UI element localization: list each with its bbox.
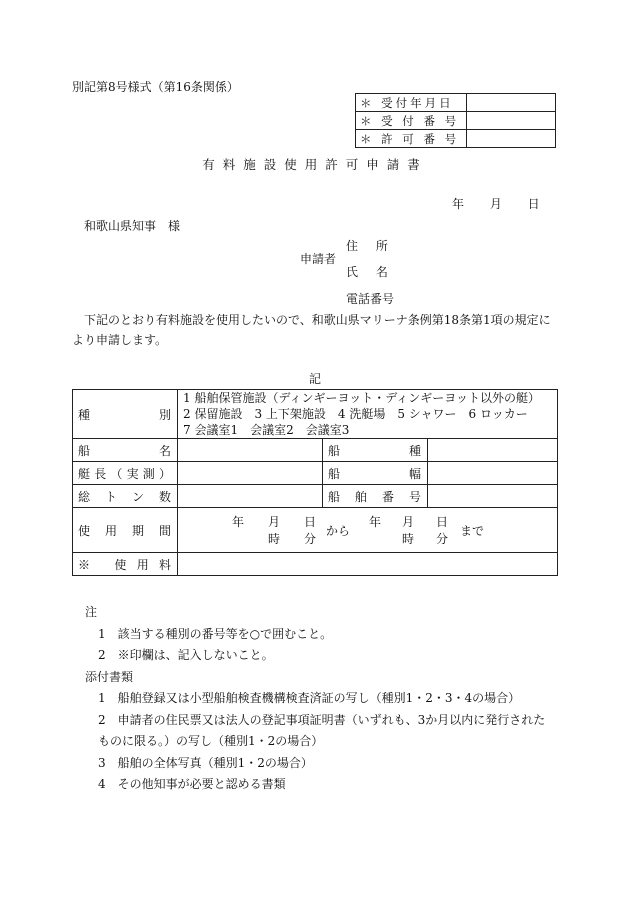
received-date-label: ＊ 受付年月日 <box>356 94 467 112</box>
application-table <box>72 389 558 576</box>
period-end-month: 月 <box>402 515 415 529</box>
form-number: 別記第8号様式（第16条関係） <box>72 80 239 94</box>
ship-name-label: 船名 <box>73 439 178 462</box>
attachments-heading: 添付書類 <box>85 669 134 684</box>
permit-number-field[interactable] <box>467 130 556 148</box>
period-from: から <box>326 524 351 538</box>
ship-name-field[interactable] <box>178 439 323 462</box>
period-until: まで <box>460 524 485 538</box>
note-item: 2 ※印欄は、記入しないこと。 <box>98 648 274 662</box>
received-number-field[interactable] <box>467 112 556 130</box>
kind-option-line: 1 船舶保管施設（ディンギーヨット・ディンギーヨット以外の艇） <box>183 391 541 405</box>
period-end-minute: 分 <box>436 532 449 546</box>
attachment-item: 2 申請者の住民票又は法人の登記事項証明書（いずれも、3か月以内に発行されたものに限る。）の写し（種別1・2の場合） <box>98 712 546 748</box>
period-start-day: 日 <box>304 515 317 529</box>
period-label: 使用期間 <box>73 508 178 553</box>
period-start-minute: 分 <box>304 532 317 546</box>
attachment-item: 4 その他知事が必要と認める書類 <box>98 777 286 791</box>
note-item: 1 該当する種別の番号等を○で囲むこと。 <box>98 626 333 641</box>
kind-options[interactable] <box>178 390 558 439</box>
addressee: 和歌山県知事 様 <box>84 219 181 233</box>
ship-type-field[interactable] <box>428 439 558 462</box>
period-end-day: 日 <box>436 515 449 529</box>
ship-number-field[interactable] <box>428 485 558 508</box>
length-label: 艇長（実測） <box>73 462 178 485</box>
period-start-year: 年 <box>232 515 245 529</box>
fee-label: ※ 使用料 <box>73 553 178 576</box>
applicant-address-label: 住 所 <box>346 239 388 253</box>
received-date-field[interactable] <box>467 94 556 112</box>
notes-heading: 注 <box>85 605 98 619</box>
beam-field[interactable] <box>428 462 558 485</box>
beam-label: 船幅 <box>323 462 428 485</box>
kind-label: 種別 <box>73 390 178 439</box>
period-end-hour: 時 <box>402 532 415 546</box>
received-number-label: ＊ 受 付 番 号 <box>356 112 467 130</box>
kind-option-line: 2 保留施設 3 上下架施設 4 洗艇場 5 シャワー 6 ロッカー <box>183 407 528 421</box>
period-field[interactable] <box>178 508 558 553</box>
applicant-name-label: 氏 名 <box>346 265 388 279</box>
attachment-item: 3 船舶の全体写真（種別1・2の場合） <box>98 755 313 770</box>
date-line: 年 月 日 <box>452 197 540 211</box>
ship-number-label: 船舶番号 <box>323 485 428 508</box>
tonnage-label: 総トン数 <box>73 485 178 508</box>
period-end-year: 年 <box>369 515 382 529</box>
ship-type-label: 船種 <box>323 439 428 462</box>
permit-number-label: ＊ 許 可 番 号 <box>356 130 467 148</box>
length-field[interactable] <box>178 462 323 485</box>
kind-option-line: 7 会議室1 会議室2 会議室3 <box>183 423 350 437</box>
reception-box <box>355 93 556 148</box>
document-title: 有料施設使用許可申請書 <box>202 157 428 172</box>
ki-heading: 記 <box>308 372 321 386</box>
intro-paragraph: 下記のとおり有料施設を使用したいので、和歌山県マリーナ条例第18条第1項の規定により申請します。 <box>72 313 551 347</box>
attachment-item: 1 船舶登録又は小型船舶検査機構検査済証の写し（種別1・2・3・4の場合） <box>98 691 521 705</box>
applicant-label: 申請者 <box>300 252 337 266</box>
tonnage-field[interactable] <box>178 485 323 508</box>
period-start-month: 月 <box>268 515 281 529</box>
period-start-hour: 時 <box>268 532 281 546</box>
fee-field[interactable] <box>178 553 558 576</box>
applicant-phone-label: 電話番号 <box>346 292 395 306</box>
notes-section <box>85 602 555 796</box>
